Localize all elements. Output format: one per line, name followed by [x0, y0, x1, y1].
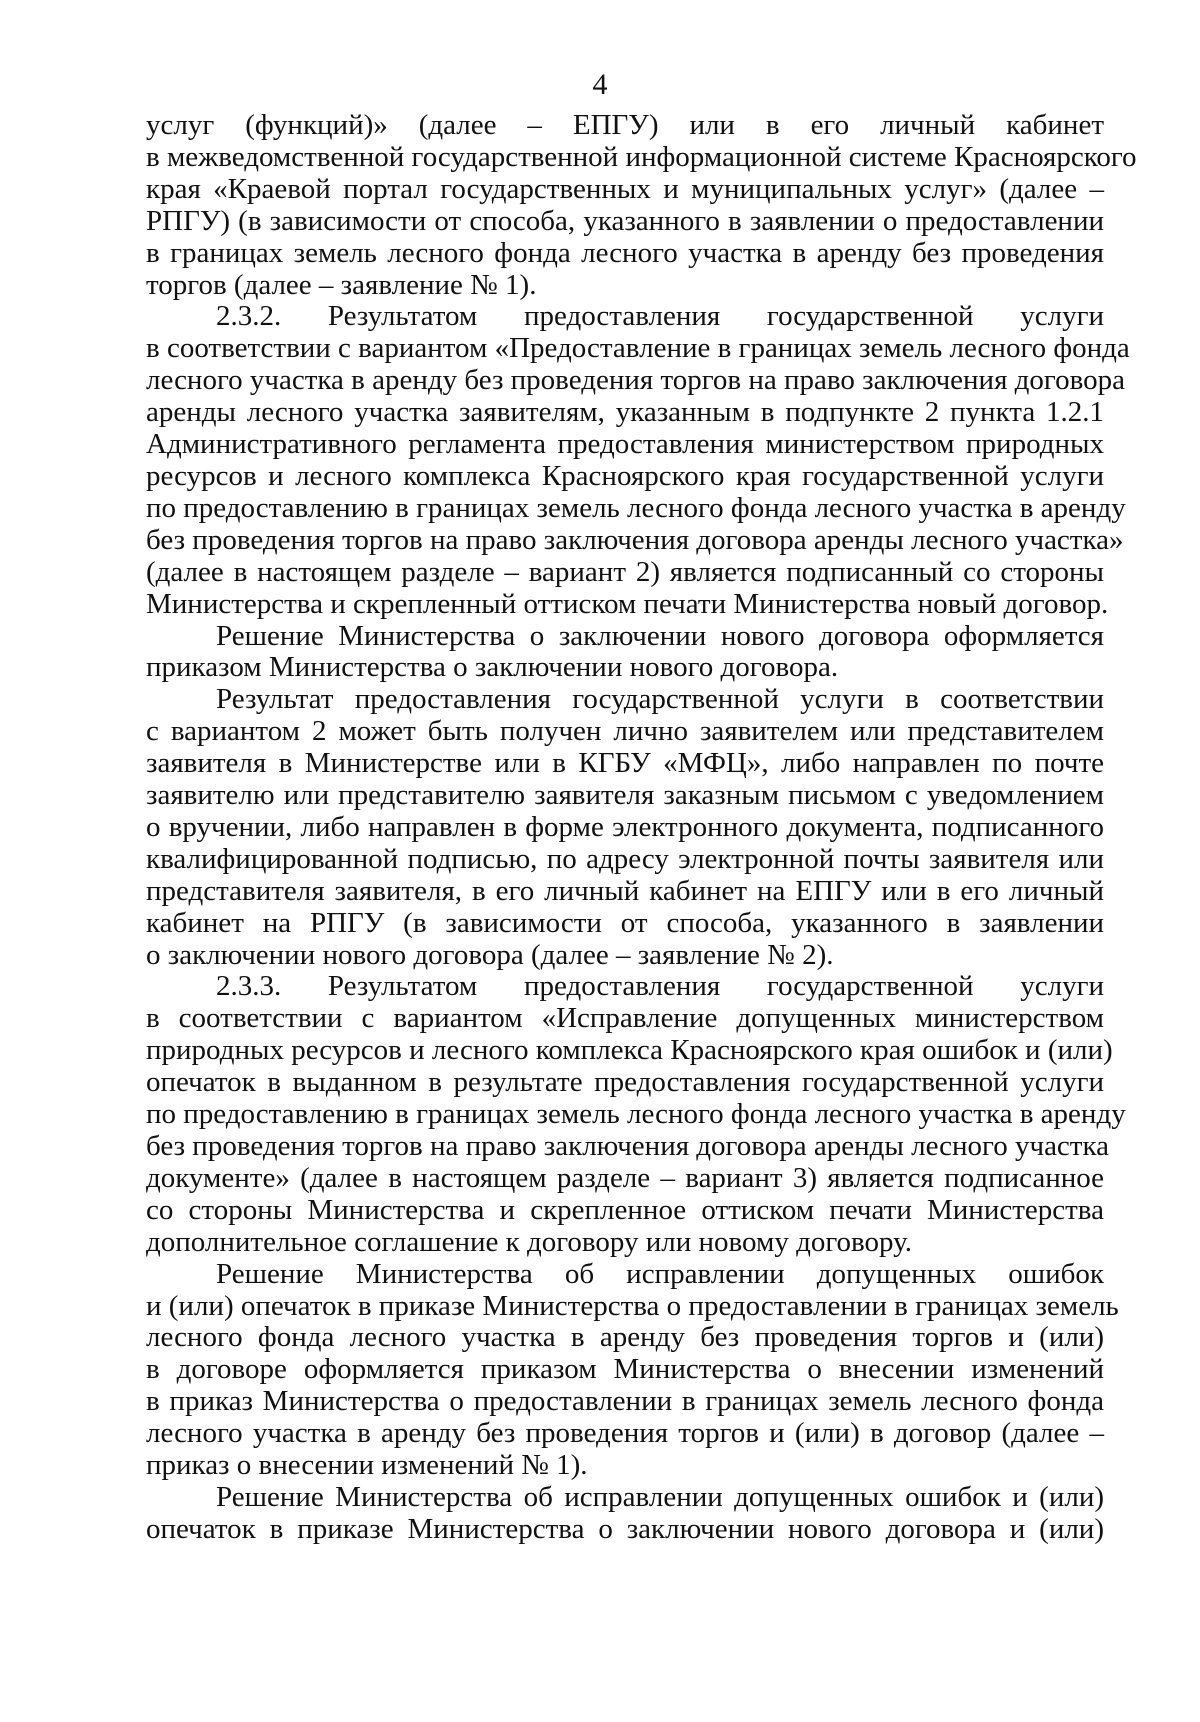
text-line: 2.3.3. Результатом предоставления государственной услуги [216, 970, 1104, 1003]
text-line: природных ресурсов и лесного комплекса Красноярского края ошибок и (или) [146, 1034, 1113, 1067]
paragraph [146, 1482, 1104, 1546]
text-line: ресурсов и лесного комплекса Красноярского края государственной услуги [146, 459, 1104, 492]
text-line: аренды лесного участка заявителям, указанным в подпункте 2 пункта 1.2.1 [146, 396, 1104, 429]
text-line: услуг (функций)» (далее – ЕПГУ) или в его личный кабинет [146, 109, 1104, 141]
text-line: Решение Министерства о заключении нового договора оформляется [216, 619, 1104, 652]
text-line: со стороны Министерства и скрепленное оттиском печати Министерства [146, 1193, 1104, 1226]
text-line: опечаток в приказе Министерства о заключении нового договора и (или) [146, 1512, 1104, 1545]
text-line: приказ о внесении изменений № 1). [146, 1449, 588, 1482]
text-line: о заключении нового договора (далее – заявление № 2). [146, 938, 834, 971]
text-line: о вручении, либо направлен в форме электронного документа, подписанного [146, 810, 1104, 843]
text-line: документе» (далее в настоящем разделе – вариант 3) является подписанное [146, 1161, 1104, 1194]
text-line: приказом Министерства о заключении нового договора. [146, 651, 839, 684]
text-line: в приказ Министерства о предоставлении в границах земель лесного фонда [146, 1385, 1104, 1418]
text-line: квалифицированной подписью, по адресу электронной почты заявителя или [146, 842, 1104, 875]
text-line: без проведения торгов на право заключения договора аренды лесного участка [146, 1130, 1110, 1162]
text-line: Министерства и скрепленный оттиском печати Министерства новый договор. [146, 587, 1109, 620]
text-line: в договоре оформляется приказом Министерства о внесении изменений [146, 1353, 1104, 1386]
paragraph [146, 621, 1104, 685]
text-line: Результат предоставления государственной услуги в соответствии [216, 683, 1104, 716]
text-line: 2.3.2. Результатом предоставления государственной услуги [216, 300, 1104, 333]
text-line: по предоставлению в границах земель лесного фонда лесного участка в аренду [146, 491, 1126, 524]
document-body [146, 109, 1137, 1546]
text-line: представителя заявителя, в его личный кабинет на ЕПГУ или в его личный [146, 874, 1104, 907]
text-line: Решение Министерства об исправлении допущенных ошибок [216, 1257, 1104, 1290]
text-line: лесного фонда лесного участка в аренду без проведения торгов и (или) [146, 1321, 1104, 1354]
text-line: заявителю или представителю заявителя заказным письмом с уведомлением [146, 779, 1104, 812]
paragraph [146, 970, 1126, 1258]
text-line: в межведомственной государственной информационной системе Красноярского [146, 140, 1137, 173]
text-line: в соответствии с вариантом «Исправление допущенных министерством [146, 1002, 1104, 1035]
paragraph [146, 684, 1104, 971]
text-line: по предоставлению в границах земель лесного фонда лесного участка в аренду [146, 1098, 1126, 1131]
page-number: 4 [592, 68, 608, 101]
text-line: без проведения торгов на право заключения договора аренды лесного участка» [146, 523, 1124, 556]
text-line: (далее в настоящем разделе – вариант 2) является подписанный со стороны [146, 555, 1104, 588]
text-line: заявителя в Министерстве или в КГБУ «МФЦ», либо направлен по почте [146, 747, 1104, 780]
text-line: в соответствии с вариантом «Предоставление в границах земель лесного фонда [146, 332, 1130, 365]
paragraph [146, 300, 1130, 620]
text-line: края «Краевой портал государственных и муниципальных услуг» (далее – [146, 172, 1104, 205]
text-line: лесного участка в аренду без проведения торгов на право заключения договора [146, 364, 1125, 397]
text-line: кабинет на РПГУ (в зависимости от способа, указанного в заявлении [146, 906, 1104, 939]
text-line: и (или) опечаток в приказе Министерства о предоставлении в границах земель [146, 1289, 1119, 1322]
text-line: Административного регламента предоставления министерством природных [146, 428, 1104, 461]
text-line: с вариантом 2 может быть получен лично заявителем или представителем [146, 715, 1104, 748]
text-line: в границах земель лесного фонда лесного участка в аренду без проведения [146, 236, 1104, 269]
text-line: опечаток в выданном в результате предоставления государственной услуги [146, 1066, 1104, 1099]
text-line: РПГУ) (в зависимости от способа, указанного в заявлении о предоставлении [146, 204, 1104, 237]
paragraph [146, 1257, 1119, 1482]
text-line: лесного участка в аренду без проведения торгов и (или) в договор (далее – [146, 1417, 1104, 1450]
text-line: дополнительное соглашение к договору или новому договору. [146, 1225, 912, 1258]
paragraph [146, 109, 1137, 301]
text-line: торгов (далее – заявление № 1). [146, 268, 537, 301]
text-line: Решение Министерства об исправлении допущенных ошибок и (или) [216, 1480, 1104, 1513]
